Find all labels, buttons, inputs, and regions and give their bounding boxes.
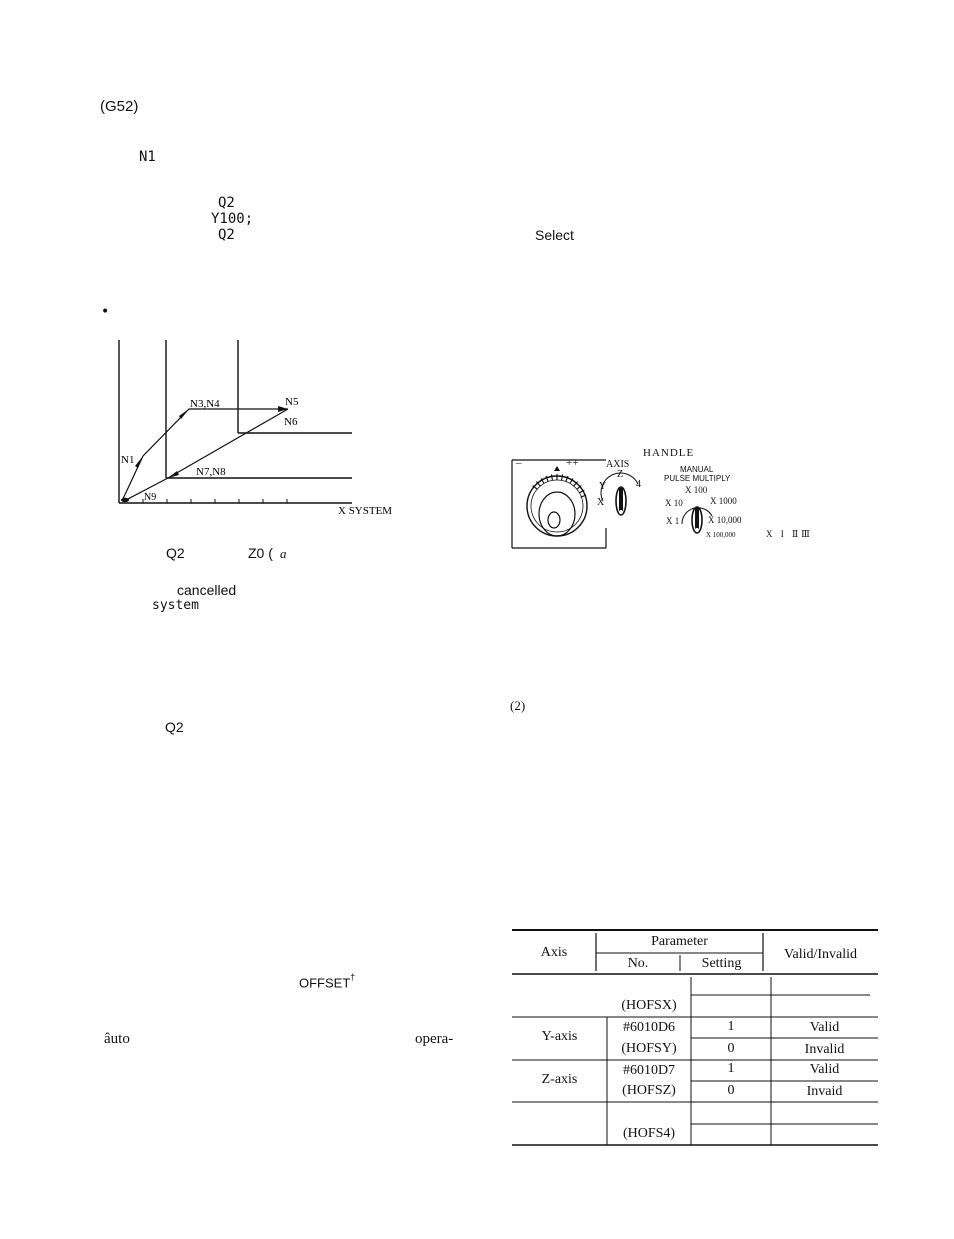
x100000-label: X 100,000 (706, 532, 736, 538)
x1000-label: X 1000 (710, 496, 737, 506)
axis-z-label: Z (617, 469, 624, 480)
header-valid-invalid: Valid/Invalid (783, 947, 858, 962)
word-system: system (152, 598, 199, 613)
word-cancelled: cancelled (177, 582, 237, 598)
axis-label: AXIS (606, 459, 630, 470)
header-parameter: Parameter (651, 934, 708, 949)
x10000-label: X 10,000 (708, 515, 742, 525)
x10-label: X 10 (665, 498, 683, 508)
row-axis: Y-axis (541, 1029, 578, 1044)
x1-label: X 1 (666, 516, 680, 526)
coordinate-figure (100, 335, 410, 520)
caption-a: a (280, 546, 287, 561)
offset-label: OFFSET† (299, 972, 356, 991)
handle-title: HANDLE (643, 447, 695, 459)
handwheel-hub (539, 492, 575, 536)
label-n5: N5 (285, 396, 299, 408)
axis-y-label: Y (599, 481, 607, 492)
row-setting: 1 (727, 1061, 735, 1076)
section-heading: (G52) (100, 98, 139, 115)
word-opera: opera- (415, 1031, 454, 1047)
row-param-no: #6010D7 (622, 1063, 676, 1078)
row-axis: Z-axis (541, 1072, 578, 1087)
row-setting: 0 (727, 1083, 735, 1098)
row-setting: 1 (727, 1019, 735, 1034)
handwheel-grip (548, 512, 560, 528)
program-line-y100: Y100; (211, 211, 254, 227)
origin-marker (121, 498, 129, 502)
bullet-point: • (101, 304, 110, 320)
dial-plus-label: ++ (566, 457, 579, 469)
pulse-multiply-label: PULSE MULTIPLY (664, 474, 731, 483)
tool-path (122, 409, 288, 501)
label-n7n8: N7,N8 (196, 466, 226, 478)
path-arrowheads (121, 406, 288, 502)
label-n6: N6 (284, 416, 298, 428)
program-line-n1: N1 (139, 149, 156, 165)
label-x-system: X SYSTEM (338, 505, 393, 517)
row-param-symbol: (HOFSX) (621, 998, 677, 1013)
header-setting: Setting (701, 956, 742, 971)
row-param-symbol: (HOFSY) (621, 1041, 677, 1056)
row-param-symbol: (HOFSZ) (622, 1083, 676, 1098)
manual-label: MANUAL (680, 465, 714, 474)
program-line-q2: Q2 (218, 195, 235, 211)
row-validity: Valid (809, 1020, 840, 1035)
caption-z0: Z0 ( (248, 545, 273, 561)
dial-minus-label: – (516, 457, 522, 469)
label-n1: N1 (121, 454, 135, 466)
axis-4-label: 4 (636, 479, 641, 490)
header-axis: Axis (540, 945, 568, 960)
x100-label: X 100 (685, 485, 708, 495)
axis-x-label: X (597, 497, 605, 508)
item-number-2: (2) (510, 698, 526, 713)
label-n3n4: N3,N4 (190, 398, 220, 410)
row-param-symbol: (HOFS4) (622, 1126, 676, 1141)
program-line-q2-second: Q2 (218, 227, 235, 243)
row-validity: Invalid (804, 1042, 845, 1057)
row-param-no: #6010D6 (622, 1020, 676, 1035)
header-no: No. (627, 956, 649, 971)
label-n9: N9 (144, 492, 157, 503)
parameter-table (512, 929, 878, 1146)
dial-pointer (554, 466, 560, 471)
stray-marks: X I ⅡⅢ (766, 529, 813, 539)
row-validity: Invaid (806, 1084, 843, 1099)
caption-q2: Q2 (166, 545, 185, 561)
note-q2: Q2 (165, 719, 184, 735)
row-validity: Valid (809, 1062, 840, 1077)
row-setting: 0 (727, 1041, 735, 1056)
word-auto: âuto (104, 1031, 130, 1047)
word-select: Select (535, 227, 574, 243)
